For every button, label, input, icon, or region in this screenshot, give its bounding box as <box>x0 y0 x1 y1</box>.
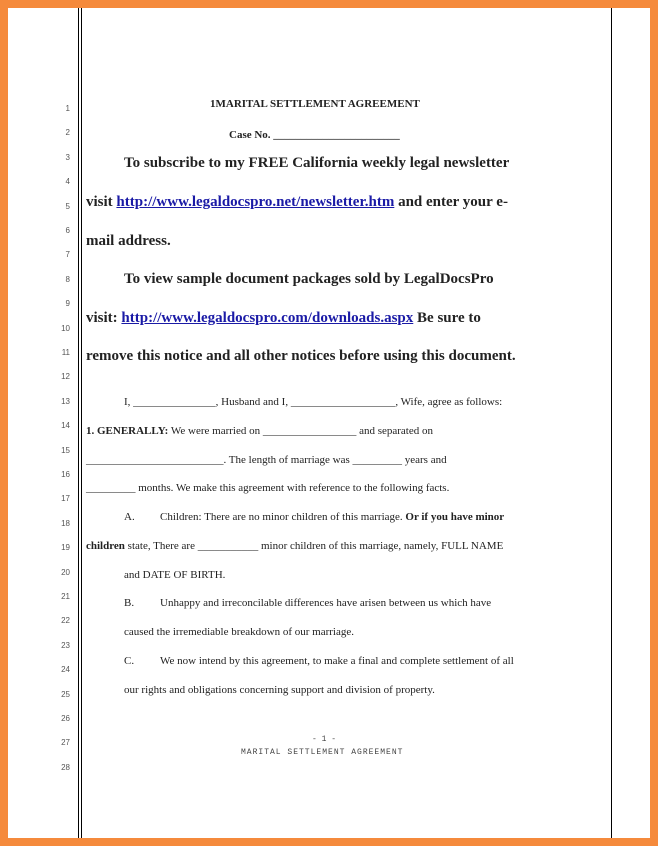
item-a2-bold: children <box>86 540 125 552</box>
line-number: 17 <box>61 494 70 504</box>
item-c-label: C. <box>124 655 135 667</box>
line-number: 20 <box>61 567 70 577</box>
line-number: 22 <box>61 616 70 626</box>
document-page <box>8 8 650 838</box>
body-para-2 <box>86 425 433 437</box>
line-number: 14 <box>61 421 70 431</box>
notice-line-3: mail address. <box>86 233 171 249</box>
body-para-3: _________________________. The length of marriage was _________ years and <box>86 454 447 466</box>
section-heading-generally: 1. GENERALLY: <box>86 425 169 437</box>
notice-line-6: remove this notice and all other notices before using this document. <box>86 348 516 364</box>
footer-title: MARITAL SETTLEMENT AGREEMENT <box>241 748 404 757</box>
line-number: 5 <box>65 201 70 211</box>
item-a-line-1 <box>160 511 504 523</box>
line-number: 10 <box>61 323 70 333</box>
notice-visit-2: visit: <box>86 310 122 326</box>
item-c-line-1: We now intend by this agreement, to make a final and complete settlement of all <box>160 655 514 667</box>
line-number: 27 <box>61 738 70 748</box>
line-number: 2 <box>65 128 70 138</box>
line-number: 23 <box>61 640 70 650</box>
title-text: MARITAL SETTLEMENT AGREEMENT <box>215 98 420 110</box>
line-number: 8 <box>65 274 70 284</box>
line-number: 21 <box>61 592 70 601</box>
item-b-label: B. <box>124 597 135 609</box>
item-a-line-2 <box>86 540 503 552</box>
newsletter-link[interactable]: http://www.legaldocspro.net/newsletter.htm <box>116 194 395 210</box>
page-frame <box>8 8 650 838</box>
downloads-link[interactable]: http://www.legaldocspro.com/downloads.aspx <box>121 310 414 326</box>
line-number: 19 <box>61 543 70 553</box>
document-title <box>210 98 420 110</box>
title-prefix: 1 <box>210 98 216 110</box>
notice-line-2-end: and enter your e- <box>394 194 508 210</box>
body-para-2-text: We were married on _________________ and separated on <box>168 425 433 437</box>
notice-line-5-end: Be sure to <box>413 310 481 326</box>
notice-line-2 <box>86 194 508 211</box>
footer-page-number: - 1 - <box>312 735 337 744</box>
left-margin-rule <box>78 8 79 838</box>
line-number: 9 <box>65 299 70 309</box>
line-number: 26 <box>61 714 70 723</box>
item-a2-text: state, There are ___________ minor children of this marriage, namely, FULL NAME <box>124 540 504 552</box>
body-para-4: _________ months. We make this agreement with reference to the following facts. <box>86 482 450 494</box>
line-number: 3 <box>65 152 70 162</box>
item-a-bold: Or if you have minor <box>405 511 505 523</box>
notice-visit: visit <box>86 194 117 210</box>
item-a-line-3: and DATE OF BIRTH. <box>124 569 226 581</box>
line-number: 12 <box>61 372 70 382</box>
item-b-line-2: caused the irremediable breakdown of our marriage. <box>124 626 354 638</box>
line-number: 4 <box>65 177 70 187</box>
line-number: 24 <box>61 665 70 675</box>
line-number: 15 <box>61 445 70 455</box>
body-para-1: I, _______________, Husband and I, ___________________, Wife, agree as follows: <box>124 396 503 408</box>
item-b-line-1: Unhappy and irreconcilable differences have arisen between us which have <box>160 597 492 609</box>
line-number: 28 <box>61 762 70 772</box>
line-number: 13 <box>61 396 70 406</box>
line-number: 1 <box>65 104 70 113</box>
notice-line-4: To view sample document packages sold by LegalDocsPro <box>124 271 494 287</box>
line-number: 16 <box>61 470 70 479</box>
notice-line-1: To subscribe to my FREE California weekly legal newsletter <box>124 155 510 171</box>
item-c-line-2: our rights and obligations concerning support and division of property. <box>124 684 435 696</box>
case-number: Case No. _______________________ <box>229 129 400 141</box>
right-margin-rule <box>611 8 612 838</box>
line-number: 25 <box>61 689 70 699</box>
line-number: 7 <box>65 250 70 260</box>
item-a-label: A. <box>124 511 135 523</box>
notice-line-5 <box>86 310 481 327</box>
line-number: 11 <box>61 348 70 357</box>
left-margin-rule-double <box>81 8 82 838</box>
line-number: 18 <box>61 518 70 528</box>
item-a-text: Children: There are no minor children of this marriage. <box>160 511 406 523</box>
line-number: 6 <box>65 226 70 235</box>
